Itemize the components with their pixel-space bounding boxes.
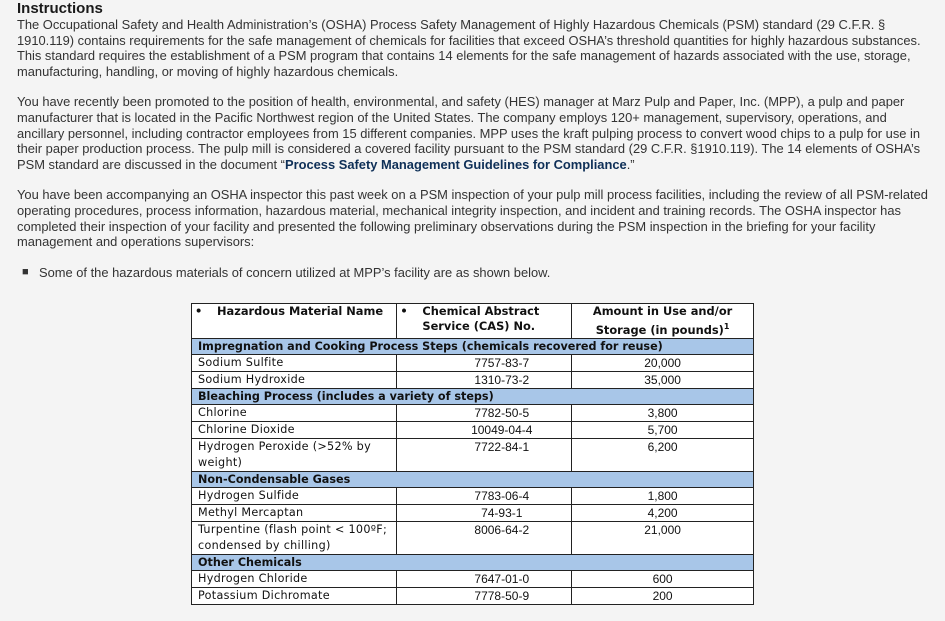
table-row xyxy=(192,504,754,521)
category-title: Non-Condensable Gases xyxy=(192,471,754,487)
footnote-marker: 1 xyxy=(723,322,730,331)
list-item-text: Some of the hazardous materials of concern utilized at MPP’s facility are as shown below. xyxy=(39,264,551,280)
table-row xyxy=(192,587,754,604)
amount-cell: 20,000 xyxy=(572,354,754,371)
header-amount xyxy=(572,304,754,339)
table-header-row xyxy=(192,304,754,339)
amount-cell: 21,000 xyxy=(572,521,754,554)
page-title: Instructions xyxy=(17,0,103,17)
category-title: Bleaching Process (includes a variety of steps) xyxy=(192,388,754,404)
psm-guidelines-link[interactable]: Process Safety Management Guidelines for Compliance xyxy=(284,156,627,172)
material-name-cell: Methyl Mercaptan xyxy=(192,504,397,521)
cas-number-cell: 1310-73-2 xyxy=(397,371,572,388)
cas-number-cell: 7782-50-5 xyxy=(397,404,572,421)
list-item xyxy=(22,264,929,281)
amount-cell: 1,800 xyxy=(572,487,754,504)
header-amount-line1: Amount in Use and/or xyxy=(592,304,733,318)
amount-cell: 3,800 xyxy=(572,404,754,421)
material-name-cell: Hydrogen Chloride xyxy=(192,570,397,587)
bullet-icon: ■ xyxy=(22,265,29,278)
scenario-paragraph xyxy=(17,94,929,172)
header-material-name-label: Hazardous Material Name xyxy=(217,304,384,318)
table-row xyxy=(192,570,754,587)
header-cas-line2: Service (CAS) No. xyxy=(422,319,536,333)
header-cas-number xyxy=(397,304,572,339)
amount-cell: 6,200 xyxy=(572,438,754,471)
table-body xyxy=(192,338,754,604)
amount-cell: 4,200 xyxy=(572,504,754,521)
table-row xyxy=(192,487,754,504)
category-row xyxy=(192,471,754,487)
amount-cell: 35,000 xyxy=(572,371,754,388)
header-cas-line1: Chemical Abstract xyxy=(422,304,540,318)
intro-paragraph: The Occupational Safety and Health Administration’s (OSHA) Process Safety Management of Highly Hazardous Chemicals (PSM) standard (29 C.F.R. § 1910.119) contains requirements for the safe management of chemicals for facilities that exceed OSHA’s threshold quantities for highly hazardous substances. This standard requires the establishment of a PSM program that contains 14 elements for the safe management of hazards associated with the use, storage, manufacturing, handling, or moving of highly hazardous chemicals. xyxy=(17,17,921,79)
inspection-paragraph: You have been accompanying an OSHA inspector this past week on a PSM inspection of your pulp mill process facilities, including the review of all PSM-related operating procedures, process information, hazardous material, mechanical integrity inspection, and incident and training records. The OSHA inspector has completed their inspection of your facility and presented the following preliminary observations during the PSM inspection in the briefing for your facility management and operations supervisors: xyxy=(17,187,928,250)
cas-number-cell: 7647-01-0 xyxy=(397,570,572,587)
cas-number-cell: 8006-64-2 xyxy=(397,521,572,554)
material-name-cell: Turpentine (flash point < 100ºF; condensed by chilling) xyxy=(192,521,397,554)
table-row xyxy=(192,421,754,438)
table-row xyxy=(192,438,754,471)
scenario-text: You have recently been promoted to the position of health, environmental, and safety (HES) manager at Marz Pulp and Paper, Inc. (MPP), a pulp and paper manufacturer that is located in the Pacific Northwest region of the United States. The company employs 120+ management, supervisory, operations, and ancillary personnel, including contractor employees from 15 different companies. MPP uses the kraft pulping process to convert wood chips to a pulp for use in their paper production process. The pulp mill is considered a covered facility pursuant to the PSM standard (29 C.F.R. §1910.119). The 14 elements of OSHA’s PSM standard are discussed in the document “ xyxy=(17,94,921,172)
table-row xyxy=(192,404,754,421)
category-row xyxy=(192,338,754,354)
material-name-cell: Potassium Dichromate xyxy=(192,587,397,604)
material-name-cell: Hydrogen Peroxide (>52% by weight) xyxy=(192,438,397,471)
material-name-cell: Sodium Hydroxide xyxy=(192,371,397,388)
material-name-cell: Sodium Sulfite xyxy=(192,354,397,371)
category-title: Other Chemicals xyxy=(192,554,754,570)
cas-number-cell: 10049-04-4 xyxy=(397,421,572,438)
table-row xyxy=(192,371,754,388)
cas-number-cell: 7722-84-1 xyxy=(397,438,572,471)
material-name-cell: Chlorine xyxy=(192,404,397,421)
hazardous-materials-table xyxy=(191,303,754,605)
material-name-cell: Chlorine Dioxide xyxy=(192,421,397,438)
cas-number-cell: 7783-06-4 xyxy=(397,487,572,504)
table-row xyxy=(192,354,754,371)
material-name-cell: Hydrogen Sulfide xyxy=(192,487,397,504)
observations-list xyxy=(17,265,929,281)
bullet-mark: • xyxy=(400,304,408,318)
amount-cell: 600 xyxy=(572,570,754,587)
header-amount-line2: Storage (in pounds) xyxy=(595,322,724,337)
cas-number-cell: 74-93-1 xyxy=(397,504,572,521)
instructions-content xyxy=(17,0,929,280)
table-row xyxy=(192,521,754,554)
header-material-name xyxy=(192,304,397,339)
amount-cell: 200 xyxy=(572,587,754,604)
cas-number-cell: 7757-83-7 xyxy=(397,354,572,371)
category-title: Impregnation and Cooking Process Steps (chemicals recovered for reuse) xyxy=(192,338,754,354)
cas-number-cell: 7778-50-9 xyxy=(397,587,572,604)
category-row xyxy=(192,388,754,404)
scenario-text-end: .” xyxy=(626,156,635,172)
category-row xyxy=(192,554,754,570)
bullet-mark: • xyxy=(195,304,203,318)
amount-cell: 5,700 xyxy=(572,421,754,438)
